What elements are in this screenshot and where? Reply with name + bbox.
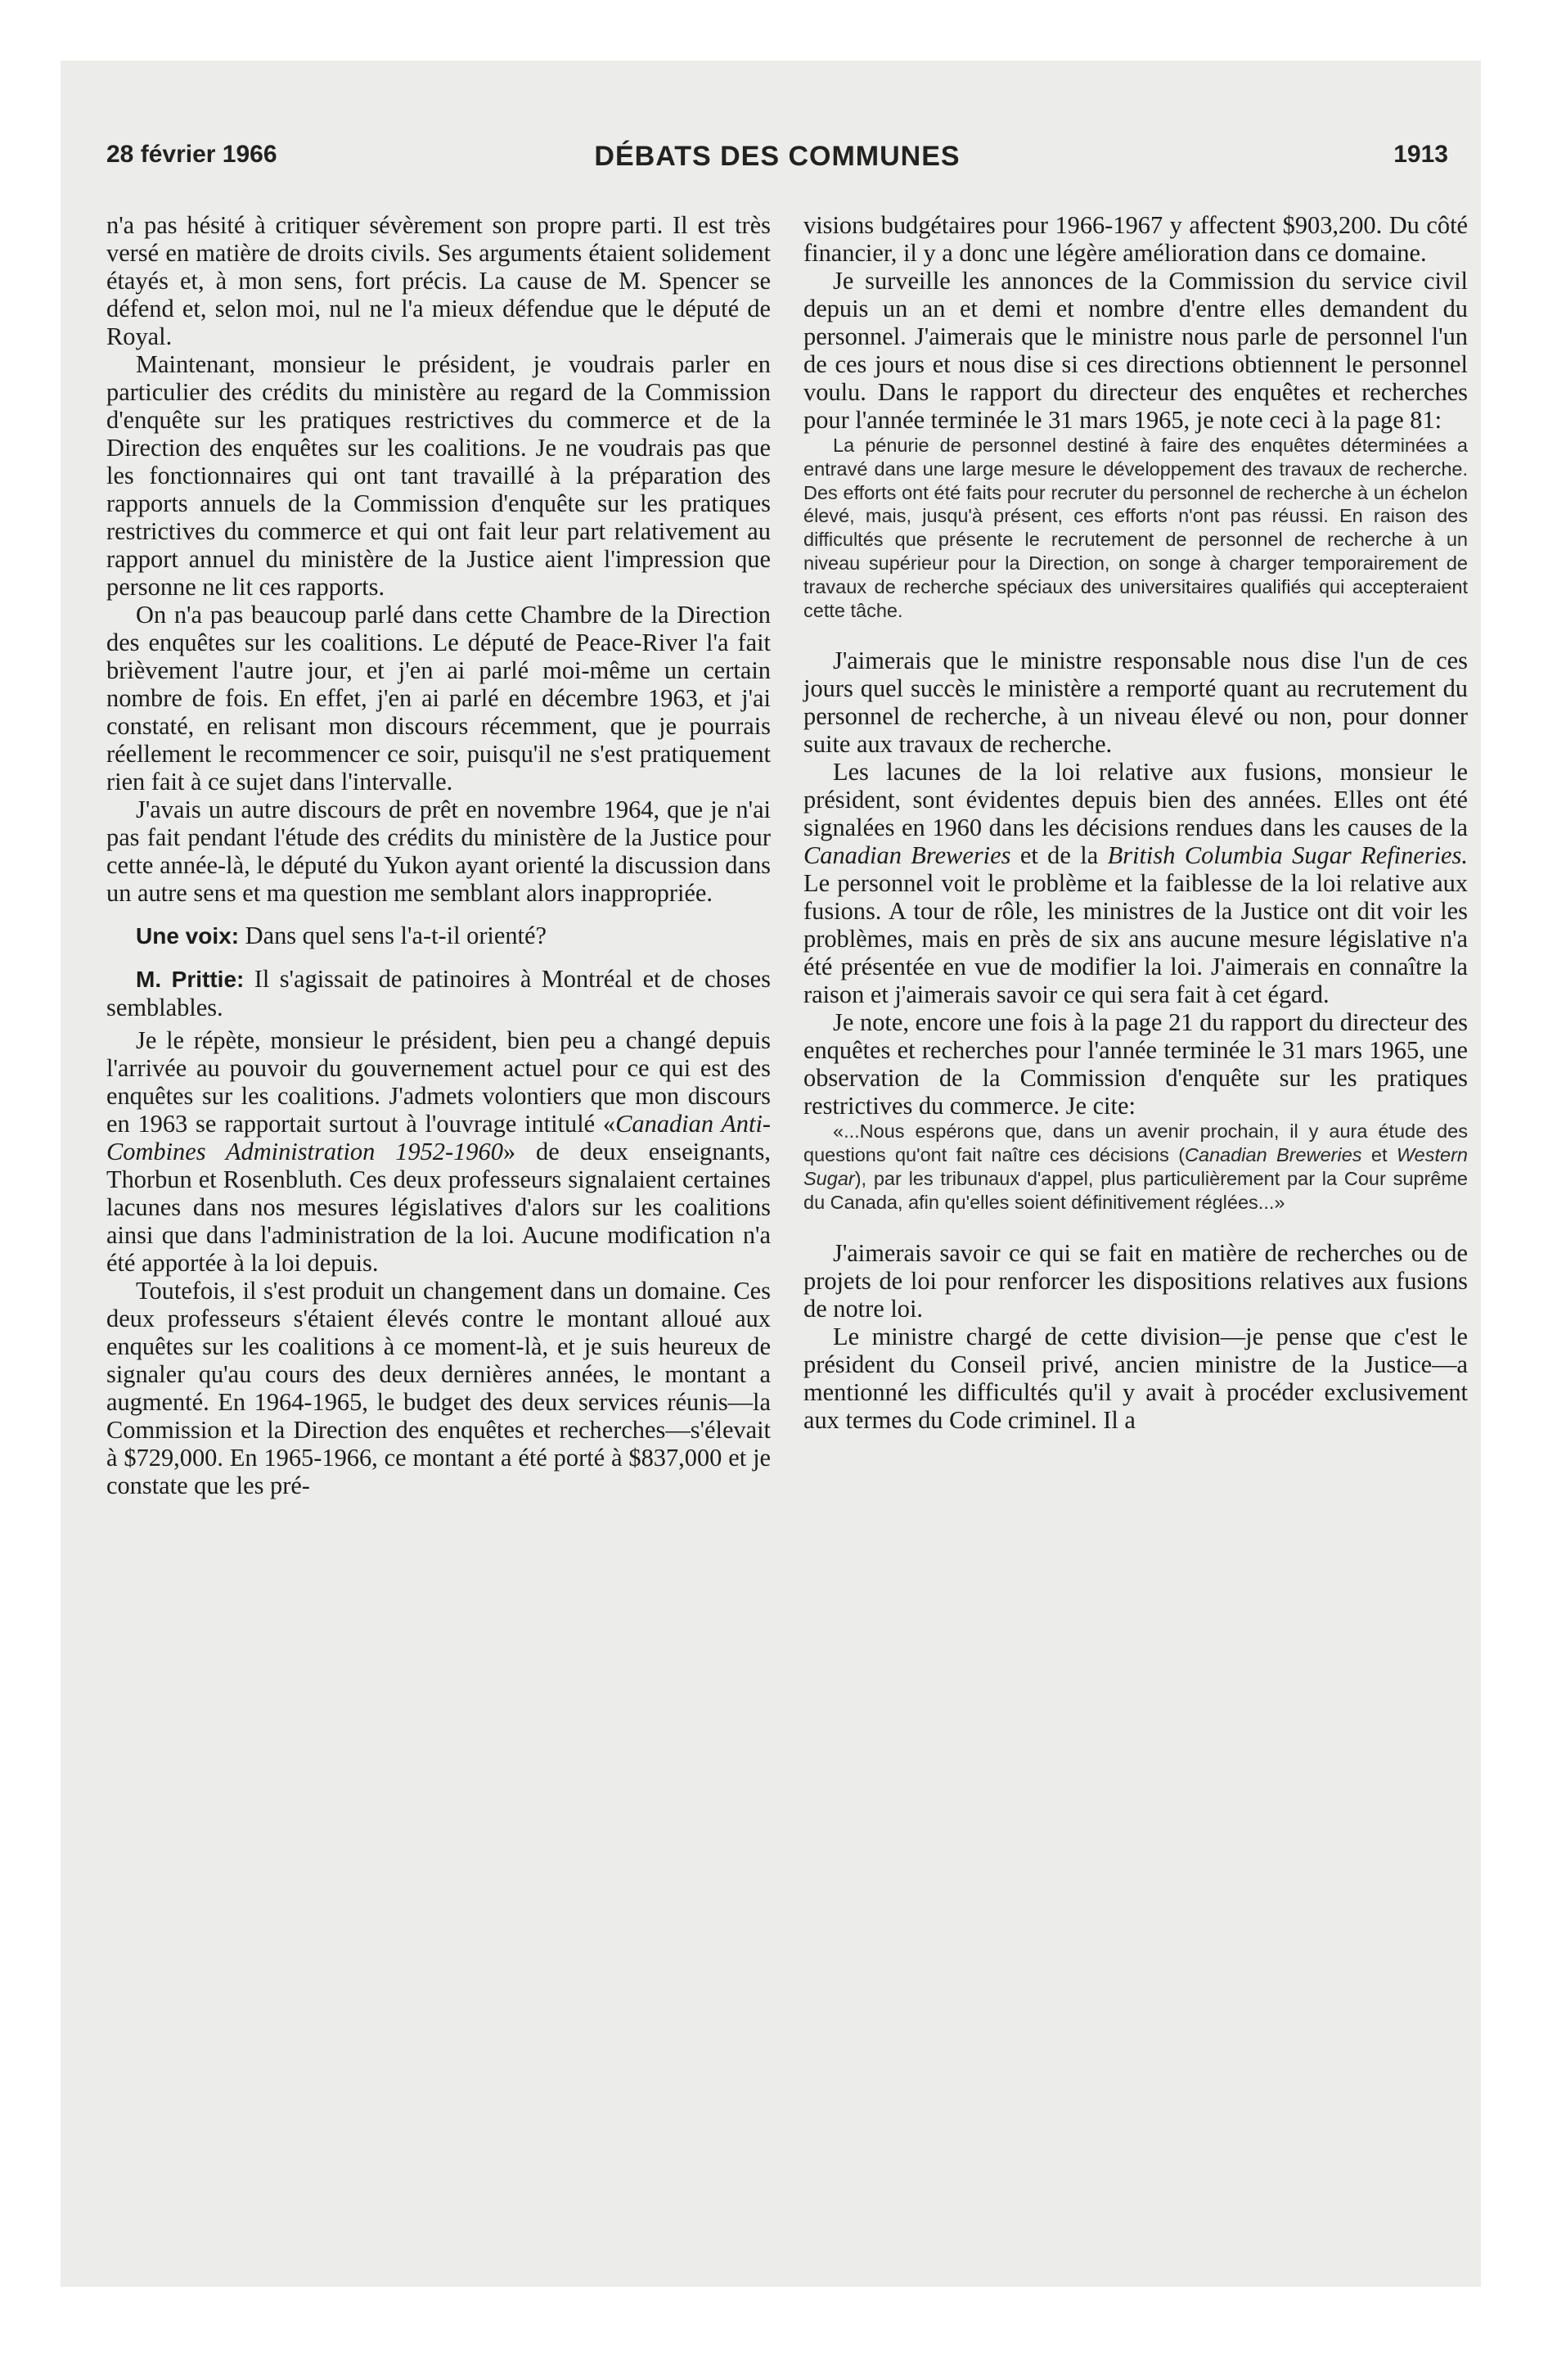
- right-column: [803, 211, 1468, 1434]
- paragraph: J'aimerais que le ministre responsable nous dise l'un de ces jours quel succès le ministère a remporté quant au recrutement du personnel de recherche, à un niveau élevé ou non, pour donner suite aux travaux de recherche.: [803, 647, 1468, 759]
- paragraph: [803, 758, 1468, 1008]
- case-name: Canadian Breweries: [803, 841, 1011, 870]
- page-number: 1913: [1393, 141, 1448, 168]
- journal-title: DÉBATS DES COMMUNES: [594, 141, 961, 172]
- speaker-text: Il s'agissait de patinoires à Montréal et de choses semblables.: [106, 965, 771, 1021]
- speaker-remark: [106, 965, 771, 1021]
- case-name: British Columbia Sugar Refineries.: [1107, 841, 1468, 870]
- text-run: Je le répète, monsieur le président, bien peu a changé depuis l'arrivée au pouvoir du gouvernement actuel pour ce qui est des enquêtes sur les coalitions. J'admets volontiers que mon discours en 1963 se rapportait surtout à l'ouvrage intitulé «: [106, 1026, 771, 1138]
- case-name: Western Sugar: [803, 1144, 1468, 1189]
- paragraph: Maintenant, monsieur le président, je voudrais parler en particulier des crédits du ministère au regard de la Commission d'enquête sur les pratiques restrictives du commerce et de la Direction des enquêtes sur les coalitions. Je ne voudrais pas que les fonctionnaires qui ont tant travaillé à la préparation des rapports annuels de la Commission d'enquête sur les pratiques restrictives du commerce et qui ont fait leur part relativement au rapport annuel du ministère de la Justice aient l'impression que personne ne lit ces rapports.: [106, 350, 771, 601]
- speaker-label: Une voix:: [136, 923, 240, 949]
- page-header: [106, 141, 1448, 182]
- speaker-remark: [106, 922, 771, 950]
- left-column: [106, 211, 771, 1499]
- text-run: Les lacunes de la loi relative aux fusions, monsieur le président, sont évidentes depuis bien des années. Elles ont été signalées en 1960 dans les décisions rendues dans les causes de la: [803, 758, 1468, 842]
- text-run: «...Nous espérons que, dans un avenir prochain, il y aura étude des questions qu'ont fait naître ces décisions (: [803, 1120, 1468, 1166]
- speaker-label: M. Prittie:: [136, 967, 245, 992]
- text-run: et: [1361, 1144, 1397, 1166]
- block-quote: La pénurie de personnel destiné à faire des enquêtes déterminées a entravé dans une large mesure le développement des travaux de recherche. Des efforts ont été faits pour recruter du personnel de recherche à un échelon élevé, mais, jusqu'à présent, ces efforts n'ont pas réussi. En raison des difficultés que présente le recrutement de personnel de recherche à un niveau supérieur pour la Direction, on songe à charger temporairement de travaux de recherche spéciaux des universitaires qualifiés qui accepteraient cette tâche.: [803, 435, 1468, 621]
- speaker-text: Dans quel sens l'a-t-il orienté?: [239, 922, 547, 949]
- paragraph: n'a pas hésité à critiquer sévèrement son propre parti. Il est très versé en matière de droits civils. Ses arguments étaient solidement étayés et, à mon sens, fort précis. La cause de M. Spencer se défend et, selon moi, nul ne l'a mieux défendue que le député de Royal.: [106, 211, 771, 350]
- paragraph: Je surveille les annonces de la Commission du service civil depuis un an et demi et nombre d'entre elles demandent du personnel. J'aimerais que le ministre nous parle de personnel l'un de ces jours et nous dise si ces directions obtiennent le personnel voulu. Dans le rapport du directeur des enquêtes et recherches pour l'année terminée le 31 mars 1965, je note ceci à la page 81:: [803, 267, 1468, 434]
- paragraph: Je note, encore une fois à la page 21 du rapport du directeur des enquêtes et recherches pour l'année terminée le 31 mars 1965, une observation de la Commission d'enquête sur les pratiques restrictives du commerce. Je cite:: [803, 1008, 1468, 1120]
- paragraph: Le ministre chargé de cette division—je pense que c'est le président du Conseil privé, ancien ministre de la Justice—a mentionné les difficultés qu'il y avait à procéder exclusivement aux termes du Code criminel. Il a: [803, 1322, 1468, 1434]
- header-date: 28 février 1966: [106, 141, 277, 168]
- text-run: et de la: [1010, 841, 1108, 870]
- paragraph: J'avais un autre discours de prêt en novembre 1964, que je n'ai pas fait pendant l'étude des crédits du ministère de la Justice pour cette année-là, le député du Yukon ayant orienté la discussion dans un autre sens et ma question me semblant alors inappropriée.: [106, 796, 771, 907]
- paragraph: [106, 1026, 771, 1277]
- block-quote: [803, 1120, 1468, 1214]
- paragraph: visions budgétaires pour 1966-1967 y affectent $903,200. Du côté financier, il y a donc une légère amélioration dans ce domaine.: [803, 211, 1468, 267]
- paragraph: Toutefois, il s'est produit un changement dans un domaine. Ces deux professeurs s'étaient élevés contre le montant alloué aux enquêtes sur les coalitions à ce moment-là, et je suis heureux de signaler qu'au cours des deux dernières années, le montant a augmenté. En 1964-1965, le budget des deux services réunis—la Commission et la Direction des enquêtes et recherches—s'élevait à $729,000. En 1965-1966, ce montant a été porté à $837,000 et je constate que les pré-: [106, 1277, 771, 1499]
- case-name: Canadian Breweries: [1185, 1144, 1362, 1166]
- text-run: ), par les tribunaux d'appel, plus particulièrement par la Cour suprême du Canada, afin qu'elles soient définitivement réglées...»: [803, 1167, 1468, 1213]
- text-run: » de deux enseignants, Thorbun et Rosenbluth. Ces deux professeurs signalaient certaines lacunes dans nos mesures législatives d'alors sur les coalitions ainsi que dans l'administration de la loi. Aucune modification n'a été apportée à la loi depuis.: [106, 1138, 771, 1277]
- paragraph: On n'a pas beaucoup parlé dans cette Chambre de la Direction des enquêtes sur les coalitions. Le député de Peace-River l'a fait brièvement l'autre jour, et j'en ai parlé moi-même un certain nombre de fois. En effet, j'en ai parlé en décembre 1963, et j'ai constaté, en relisant mon discours récemment, que je pourrais réellement le recommencer ce soir, puisqu'il ne s'est pratiquement rien fait à ce sujet dans l'intervalle.: [106, 601, 771, 796]
- paragraph: J'aimerais savoir ce qui se fait en matière de recherches ou de projets de loi pour renforcer les dispositions relatives aux fusions de notre loi.: [803, 1238, 1468, 1323]
- book-title: Canadian Anti-Combines Administration 1952-1960: [106, 1110, 772, 1165]
- text-run: Le personnel voit le problème et la faiblesse de la loi relative aux fusions. A tour de rôle, les ministres de la Justice ont dit voir les problèmes, mais en près de six ans aucune mesure législative n'a été présentée en vue de modifier la loi. J'aimerais en connaître la raison et j'aimerais savoir ce qui sera fait à cet égard.: [803, 869, 1468, 1009]
